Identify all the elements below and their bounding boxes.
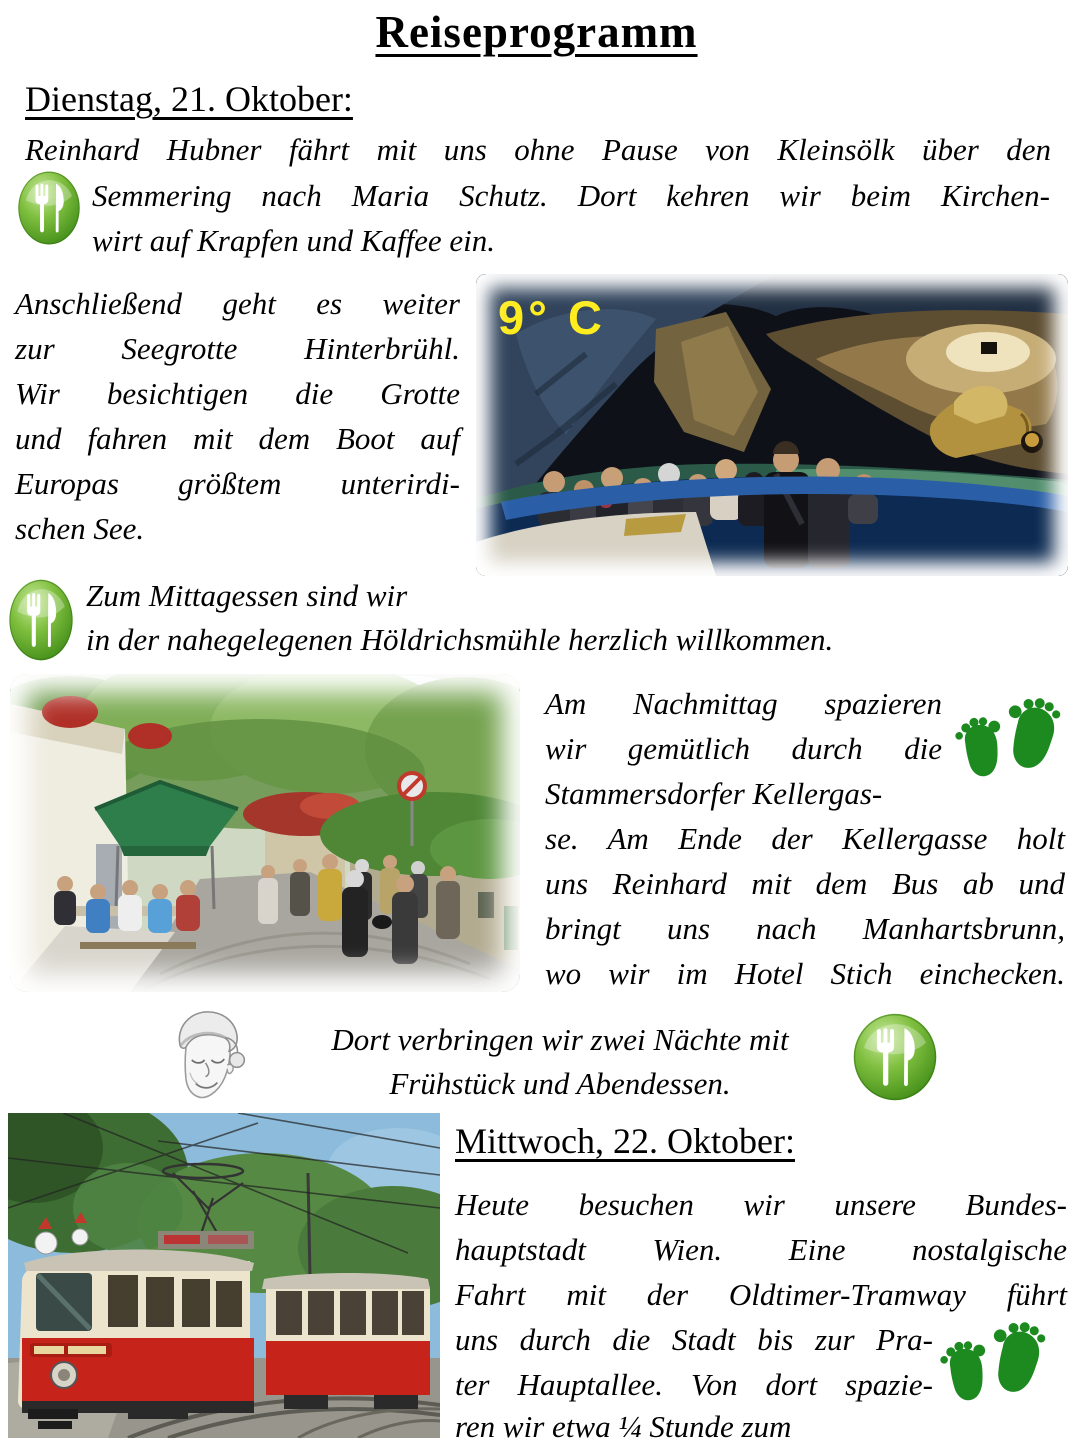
day2-line: Fahrt mit der Oldtimer-Tramway führt: [455, 1277, 1067, 1312]
afternoon-line: uns Reinhard mit dem Bus ab und: [545, 866, 1065, 901]
day2-line: Heute besuchen wir unsere Bundes-: [455, 1187, 1067, 1222]
temperature-label: 9° C: [498, 291, 606, 344]
lunch-line: Zum Mittagessen sind wir: [86, 578, 408, 613]
grotto-line: Wir besichtigen die Grotte: [15, 376, 460, 411]
kellergasse-photo: [10, 674, 520, 992]
grotto-line: und fahren mit dem Boot auf: [15, 421, 460, 456]
night-line: Frühstück und Abendessen.: [389, 1066, 731, 1101]
day2-line: ren wir etwa ¼ Stunde zum: [455, 1409, 792, 1444]
grotto-line: Europas größtem unterirdi-: [15, 466, 460, 501]
meal-icon: [8, 578, 74, 662]
meal-icon: [852, 1012, 938, 1102]
day2-line: hauptstadt Wien. Eine nostalgische: [455, 1232, 1067, 1267]
footprints-icon: [933, 1316, 1051, 1412]
tram-photo: [8, 1113, 440, 1438]
sleep-icon: [166, 1004, 250, 1112]
night-line: Dort verbringen wir zwei Nächte mit: [331, 1022, 789, 1057]
footprints-icon: [948, 692, 1066, 788]
grotto-line: schen See.: [15, 511, 145, 546]
day1-intro-line: Reinhard Hubner fährt mit uns ohne Pause von Kleinsölk über den: [25, 132, 1051, 167]
day2-line: uns durch die Stadt bis zur Pra-: [455, 1322, 933, 1357]
trailer-car: [262, 1273, 430, 1409]
day1-intro-line: Semmering nach Maria Schutz. Dort kehren wir beim Kirchen-: [92, 178, 1050, 213]
lunch-line: in der nahegelegenen Höldrichsmühle herzlich willkommen.: [86, 622, 834, 657]
afternoon-line: se. Am Ende der Kellergasse holt: [545, 821, 1065, 856]
day1-intro-line: wirt auf Krapfen und Kaffee ein.: [92, 223, 495, 258]
page-title: Reiseprogramm: [375, 7, 698, 57]
grotto-line: zur Seegrotte Hinterbrühl.: [15, 331, 460, 366]
meal-icon: [17, 170, 81, 246]
grotto-line: Anschließend geht es weiter: [15, 286, 460, 321]
day2-heading: Mittwoch, 22. Oktober:: [455, 1121, 795, 1161]
afternoon-line: wir gemütlich durch die: [545, 731, 942, 766]
seegrotte-photo: [476, 274, 1068, 576]
day1-heading: Dienstag, 21. Oktober:: [25, 79, 353, 119]
afternoon-line: Am Nachmittag spazieren: [545, 686, 942, 721]
afternoon-line: Stammersdorfer Kellergas-: [545, 776, 883, 811]
afternoon-line: bringt uns nach Manhartsbrunn,: [545, 911, 1065, 946]
afternoon-line: wo wir im Hotel Stich einchecken.: [545, 956, 1065, 991]
day2-line: ter Hauptallee. Von dort spazie-: [455, 1367, 933, 1402]
